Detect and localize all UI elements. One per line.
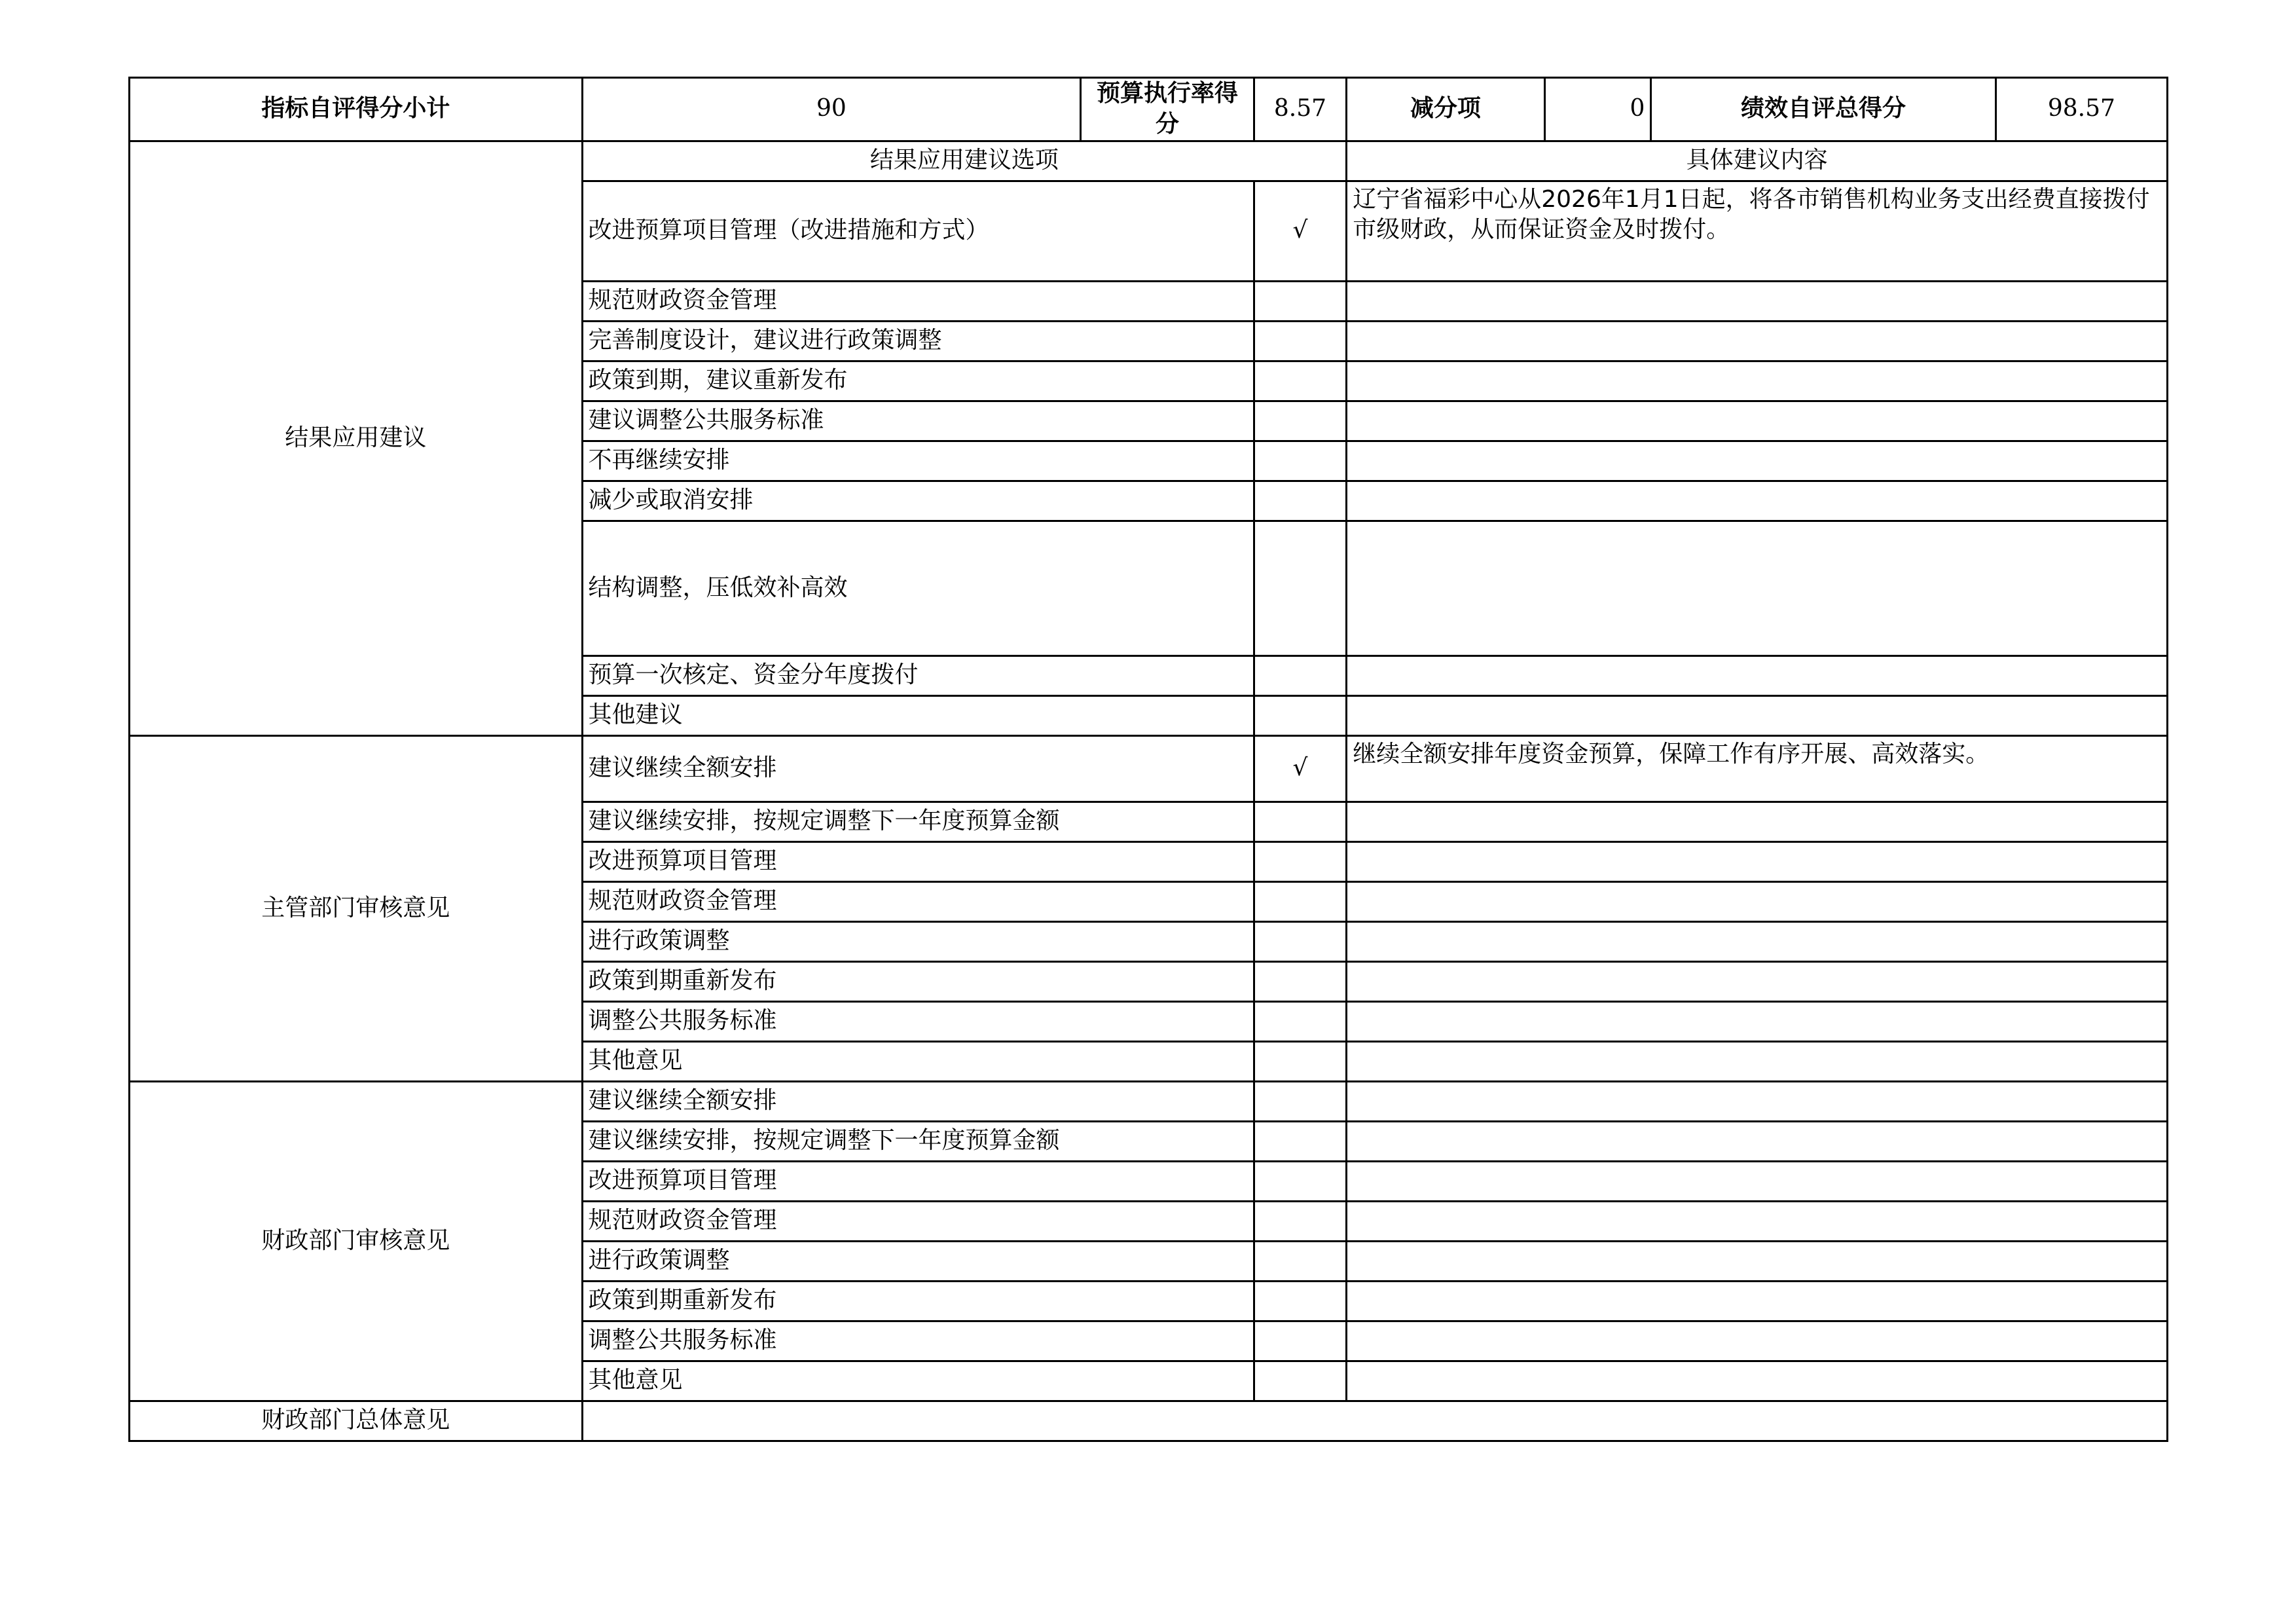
- option-label: 规范财政资金管理: [582, 1201, 1254, 1241]
- check-cell[interactable]: [1254, 481, 1347, 521]
- suggestion-content[interactable]: [1347, 1241, 2168, 1281]
- check-cell[interactable]: [1254, 281, 1347, 321]
- suggestion-content[interactable]: [1347, 401, 2168, 441]
- deduction-label: 减分项: [1347, 78, 1544, 141]
- suggestion-content[interactable]: [1347, 961, 2168, 1001]
- suggestion-content[interactable]: [1347, 281, 2168, 321]
- check-cell[interactable]: [1254, 841, 1347, 881]
- option-label: 其他意见: [582, 1041, 1254, 1081]
- check-cell[interactable]: [1254, 1281, 1347, 1321]
- option-label: 完善制度设计，建议进行政策调整: [582, 321, 1254, 361]
- dept-section-label: 主管部门审核意见: [130, 735, 583, 1081]
- check-cell[interactable]: [1254, 401, 1347, 441]
- option-label: 建议继续安排，按规定调整下一年度预算金额: [582, 1121, 1254, 1161]
- check-cell[interactable]: √: [1254, 181, 1347, 281]
- check-cell[interactable]: √: [1254, 735, 1347, 802]
- suggestion-content[interactable]: [1347, 655, 2168, 695]
- option-label: 建议继续全额安排: [582, 735, 1254, 802]
- content-header: 具体建议内容: [1347, 141, 2168, 181]
- suggestion-content[interactable]: [1347, 802, 2168, 841]
- suggestion-content[interactable]: 辽宁省福彩中心从2026年1月1日起，将各市销售机构业务支出经费直接拨付市级财政，从而保证资金及时拨付。: [1347, 181, 2168, 281]
- suggestion-content[interactable]: [1347, 1281, 2168, 1321]
- suggestion-content[interactable]: [1347, 1161, 2168, 1201]
- suggestion-content[interactable]: [1347, 321, 2168, 361]
- suggestion-content[interactable]: [1347, 695, 2168, 735]
- indicator-subtotal-value: 90: [582, 78, 1081, 141]
- suggestion-content[interactable]: [1347, 1001, 2168, 1041]
- overall-opinion-label: 财政部门总体意见: [130, 1401, 583, 1441]
- suggestion-content[interactable]: [1347, 1321, 2168, 1361]
- check-cell[interactable]: [1254, 361, 1347, 401]
- check-cell[interactable]: [1254, 655, 1347, 695]
- budget-rate-value: 8.57: [1254, 78, 1347, 141]
- check-cell[interactable]: [1254, 1321, 1347, 1361]
- option-label: 改进预算项目管理（改进措施和方式）: [582, 181, 1254, 281]
- suggestion-content[interactable]: [1347, 1201, 2168, 1241]
- option-label: 减少或取消安排: [582, 481, 1254, 521]
- option-label: 改进预算项目管理: [582, 841, 1254, 881]
- overall-opinion-row: [130, 1401, 2168, 1441]
- option-label: 调整公共服务标准: [582, 1321, 1254, 1361]
- score-summary-row: [130, 78, 2168, 141]
- suggestion-content[interactable]: [1347, 881, 2168, 921]
- result-section-label: 结果应用建议: [130, 141, 583, 735]
- suggestion-content[interactable]: [1347, 1121, 2168, 1161]
- suggestion-content[interactable]: [1347, 361, 2168, 401]
- option-label: 其他建议: [582, 695, 1254, 735]
- suggestion-content[interactable]: 继续全额安排年度资金预算，保障工作有序开展、高效落实。: [1347, 735, 2168, 802]
- option-label: 政策到期重新发布: [582, 961, 1254, 1001]
- total-score-value: 98.57: [1995, 78, 2167, 141]
- option-label: 规范财政资金管理: [582, 281, 1254, 321]
- budget-rate-label: 预算执行率得分: [1081, 78, 1254, 141]
- check-cell[interactable]: [1254, 881, 1347, 921]
- overall-opinion-value[interactable]: [582, 1401, 2167, 1441]
- check-cell[interactable]: [1254, 321, 1347, 361]
- option-label: 预算一次核定、资金分年度拨付: [582, 655, 1254, 695]
- check-cell[interactable]: [1254, 1361, 1347, 1401]
- check-cell[interactable]: [1254, 441, 1347, 481]
- check-cell[interactable]: [1254, 1201, 1347, 1241]
- check-cell[interactable]: [1254, 961, 1347, 1001]
- check-cell[interactable]: [1254, 1241, 1347, 1281]
- option-label: 进行政策调整: [582, 921, 1254, 961]
- option-label: 改进预算项目管理: [582, 1161, 1254, 1201]
- check-cell[interactable]: [1254, 802, 1347, 841]
- total-score-label: 绩效自评总得分: [1651, 78, 1995, 141]
- suggestion-content[interactable]: [1347, 1041, 2168, 1081]
- suggestion-content[interactable]: [1347, 481, 2168, 521]
- suggestion-content[interactable]: [1347, 841, 2168, 881]
- indicator-subtotal-label: 指标自评得分小计: [130, 78, 583, 141]
- option-label: 建议继续安排，按规定调整下一年度预算金额: [582, 802, 1254, 841]
- option-label: 规范财政资金管理: [582, 881, 1254, 921]
- option-label: 政策到期重新发布: [582, 1281, 1254, 1321]
- option-label: 其他意见: [582, 1361, 1254, 1401]
- option-label: 政策到期，建议重新发布: [582, 361, 1254, 401]
- suggestion-content[interactable]: [1347, 441, 2168, 481]
- option-label: 不再继续安排: [582, 441, 1254, 481]
- option-label: 建议继续全额安排: [582, 1081, 1254, 1121]
- option-label: 结构调整，压低效补高效: [582, 521, 1254, 655]
- evaluation-table: [128, 77, 2168, 1442]
- suggestion-content[interactable]: [1347, 921, 2168, 961]
- options-header: 结果应用建议选项: [582, 141, 1347, 181]
- check-cell[interactable]: [1254, 1041, 1347, 1081]
- check-cell[interactable]: [1254, 695, 1347, 735]
- finance-section-label: 财政部门审核意见: [130, 1081, 583, 1401]
- suggestion-content[interactable]: [1347, 1081, 2168, 1121]
- table-row: [130, 1081, 2168, 1121]
- option-label: 建议调整公共服务标准: [582, 401, 1254, 441]
- deduction-value: 0: [1544, 78, 1651, 141]
- table-row: [130, 735, 2168, 802]
- suggestion-content[interactable]: [1347, 1361, 2168, 1401]
- suggestion-content[interactable]: [1347, 521, 2168, 655]
- option-label: 进行政策调整: [582, 1241, 1254, 1281]
- check-cell[interactable]: [1254, 1121, 1347, 1161]
- check-cell[interactable]: [1254, 1161, 1347, 1201]
- check-cell[interactable]: [1254, 921, 1347, 961]
- check-cell[interactable]: [1254, 1081, 1347, 1121]
- option-label: 调整公共服务标准: [582, 1001, 1254, 1041]
- check-cell[interactable]: [1254, 521, 1347, 655]
- check-cell[interactable]: [1254, 1001, 1347, 1041]
